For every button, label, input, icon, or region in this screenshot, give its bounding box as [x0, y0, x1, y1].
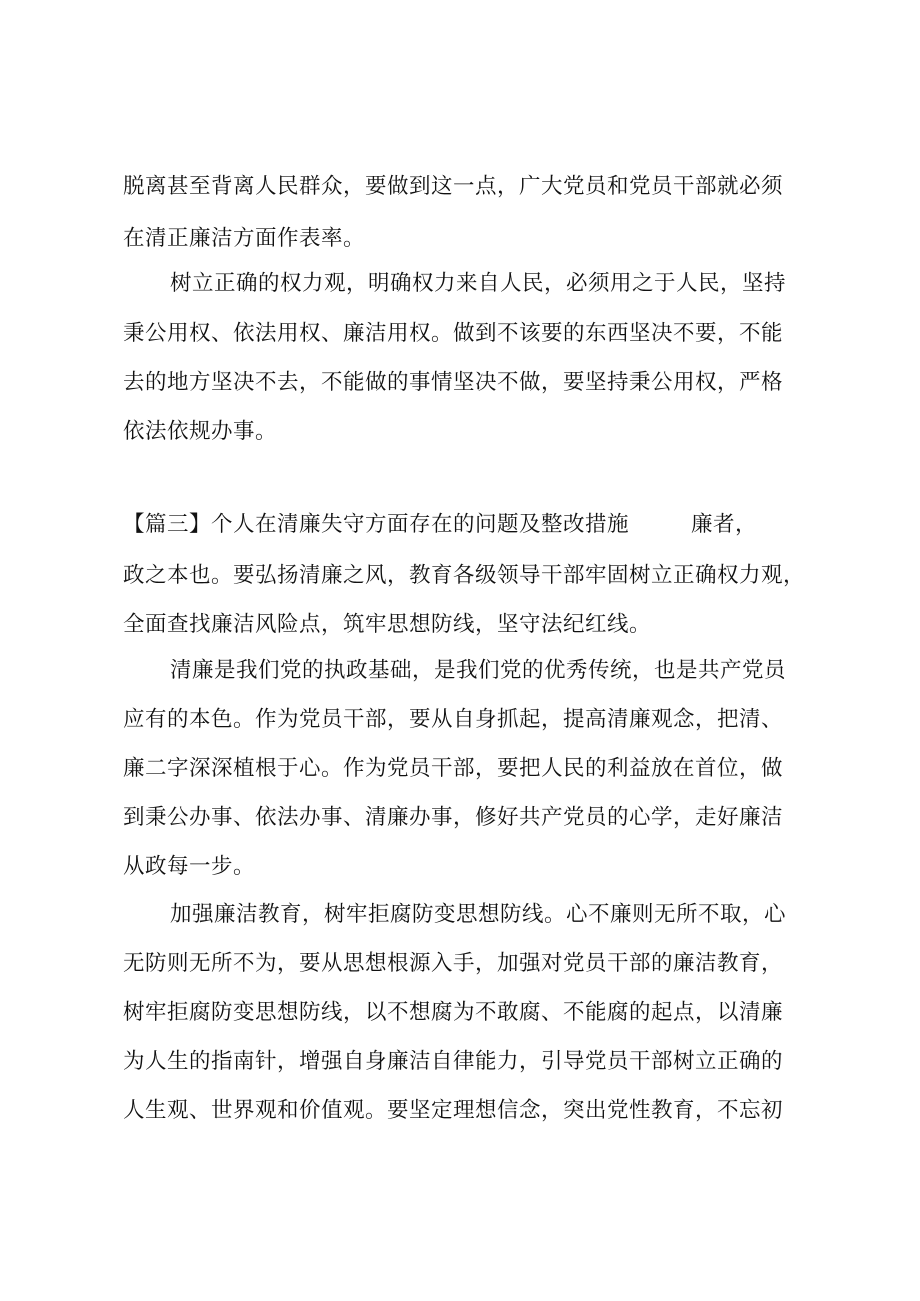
text-line: 树牢拒腐防变思想防线，以不想腐为不敢腐、不能腐的起点，以清廉 [123, 1000, 784, 1025]
section-heading-line [123, 514, 757, 536]
text-line: 脱离甚至背离人民群众，要做到这一点，广大党员和党员干部就必须 [123, 174, 784, 199]
text-line: 无防则无所不为，要从思想根源入手，加强对党员干部的廉洁教育， [123, 951, 784, 976]
text-line: 在清正廉洁方面作表率。 [123, 226, 366, 251]
text-line: 依法依规办事。 [123, 419, 278, 444]
text-line: 廉二字深深植根于心。作为党员干部，要把人民的利益放在首位，做 [123, 756, 784, 781]
text-line: 人生观、世界观和价值观。要坚定理想信念，突出党性教育，不忘初 [123, 1098, 784, 1123]
text-line: 从政每一步。 [123, 854, 256, 879]
text-line: 清廉是我们党的执政基础，是我们党的优秀传统，也是共产党员 [170, 658, 787, 683]
text-line: 到秉公办事、依法办事、清廉办事，修好共产党员的心学，走好廉洁 [123, 805, 784, 830]
text-line: 树立正确的权力观，明确权力来自人民，必须用之于人民，坚持 [170, 271, 787, 296]
text-line: 全面查找廉洁风险点，筑牢思想防线，坚守法纪红线。 [123, 612, 652, 637]
section-heading: 【篇三】个人在清廉失守方面存在的问题及整改措施 [123, 512, 630, 537]
text-line: 为人生的指南针，增强自身廉洁自律能力，引导党员干部树立正确的 [123, 1049, 784, 1074]
text-line: 去的地方坚决不去，不能做的事情坚决不做，要坚持秉公用权，严格 [123, 370, 784, 395]
text-line: 秉公用权、依法用权、廉洁用权。做到不该要的东西坚决不要，不能 [123, 321, 784, 346]
text-line: 应有的本色。作为党员干部，要从自身抓起，提高清廉观念，把清、 [123, 707, 784, 732]
text-line: 加强廉洁教育，树牢拒腐防变思想防线。心不廉则无所不取，心 [170, 902, 787, 927]
heading-tail-text: 廉者， [691, 512, 758, 537]
text-line: 政之本也。要弘扬清廉之风，教育各级领导干部牢固树立正确权力观， [123, 563, 806, 588]
